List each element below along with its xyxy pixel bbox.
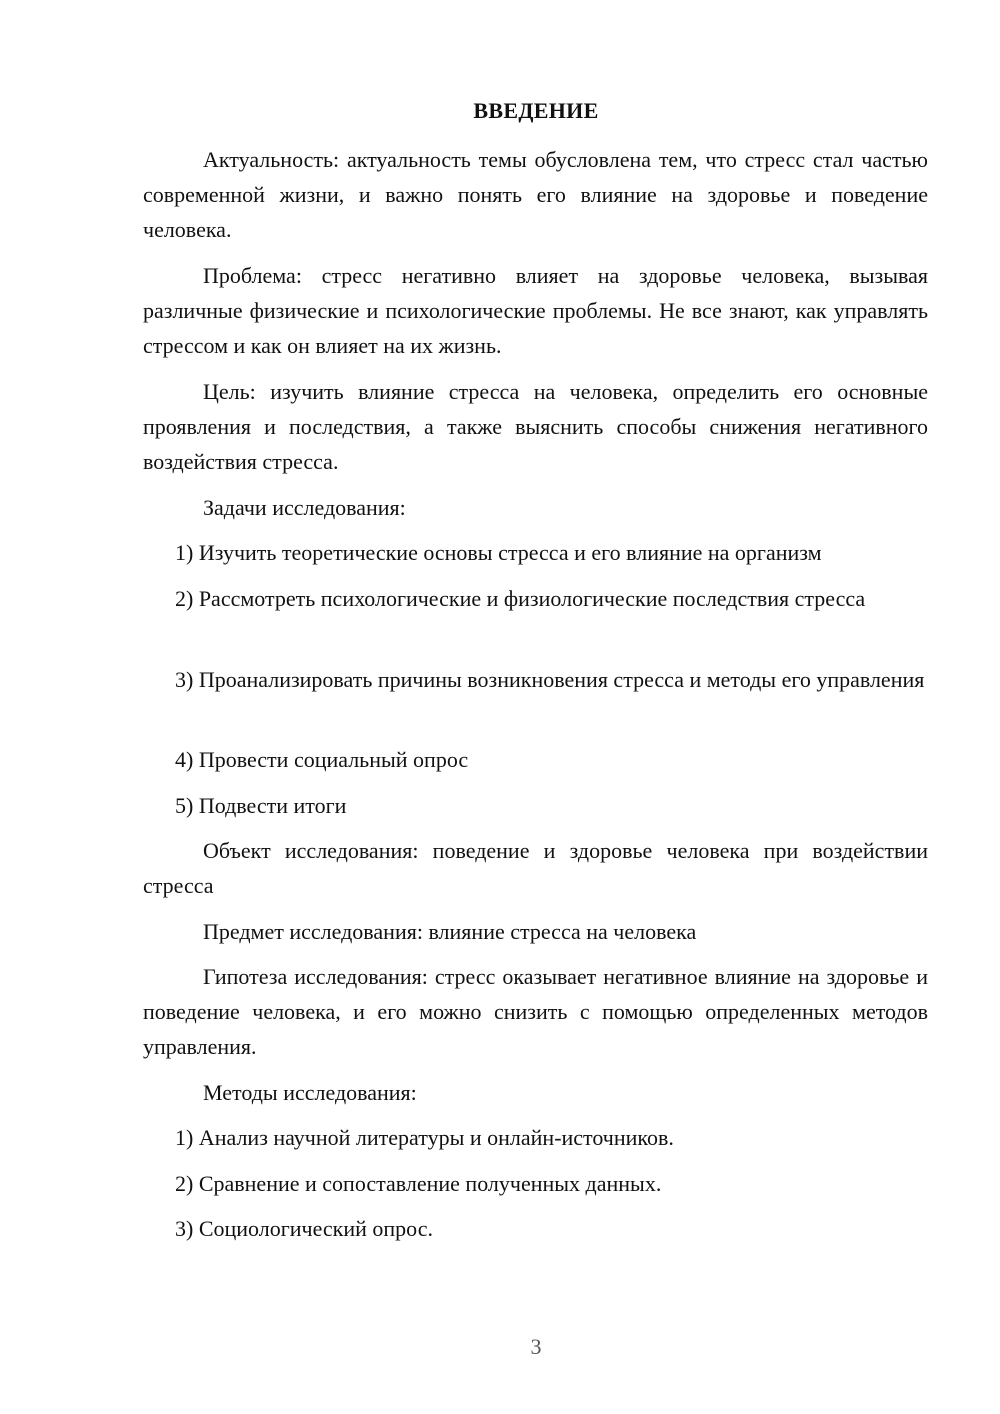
paragraph-problem: Проблема: стресс негативно влияет на здоровье человека, вызывая различные физические и психологические проблемы. Не все знают, как управлять стрессом и как он влияет на их жизнь.: [143, 263, 928, 358]
task-item-2: 2) Рассмотреть психологические и физиологические последствия стресса: [175, 586, 866, 611]
method-item-2: 2) Сравнение и сопоставление полученных данных.: [175, 1171, 662, 1196]
method-item-1: 1) Анализ научной литературы и онлайн-источников.: [175, 1125, 674, 1150]
task-item-3: 3) Проанализировать причины возникновения стресса и методы его управления: [175, 667, 925, 692]
paragraph-actuality: Актуальность: актуальность темы обусловлена тем, что стресс стал частью современной жизни, и важно понять его влияние на здоровье и поведение человека.: [143, 147, 928, 242]
paragraph-subject: Предмет исследования: влияние стресса на человека: [203, 919, 697, 944]
task-item-4: 4) Провести социальный опрос: [175, 747, 469, 772]
method-item-3: 3) Социологический опрос.: [175, 1216, 433, 1241]
paragraph-goal: Цель: изучить влияние стресса на человека, определить его основные проявления и последствия, а также выяснить способы снижения негативного воздействия стресса.: [143, 379, 928, 474]
paragraph-object: Объект исследования: поведение и здоровье человека при воздействии стресса: [143, 838, 928, 898]
task-item-1: 1) Изучить теоретические основы стресса и его влияние на организм: [175, 540, 822, 565]
tasks-title: Задачи исследования:: [203, 495, 406, 520]
methods-title: Методы исследования:: [203, 1080, 417, 1105]
page-title: ВВЕДЕНИЕ: [473, 98, 599, 123]
task-item-5: 5) Подвести итоги: [175, 793, 347, 818]
page-number: 3: [530, 1334, 542, 1359]
paragraph-hypothesis: Гипотеза исследования: стресс оказывает негативное влияние на здоровье и поведение человека, и его можно снизить с помощью определенных методов управления.: [143, 964, 928, 1059]
